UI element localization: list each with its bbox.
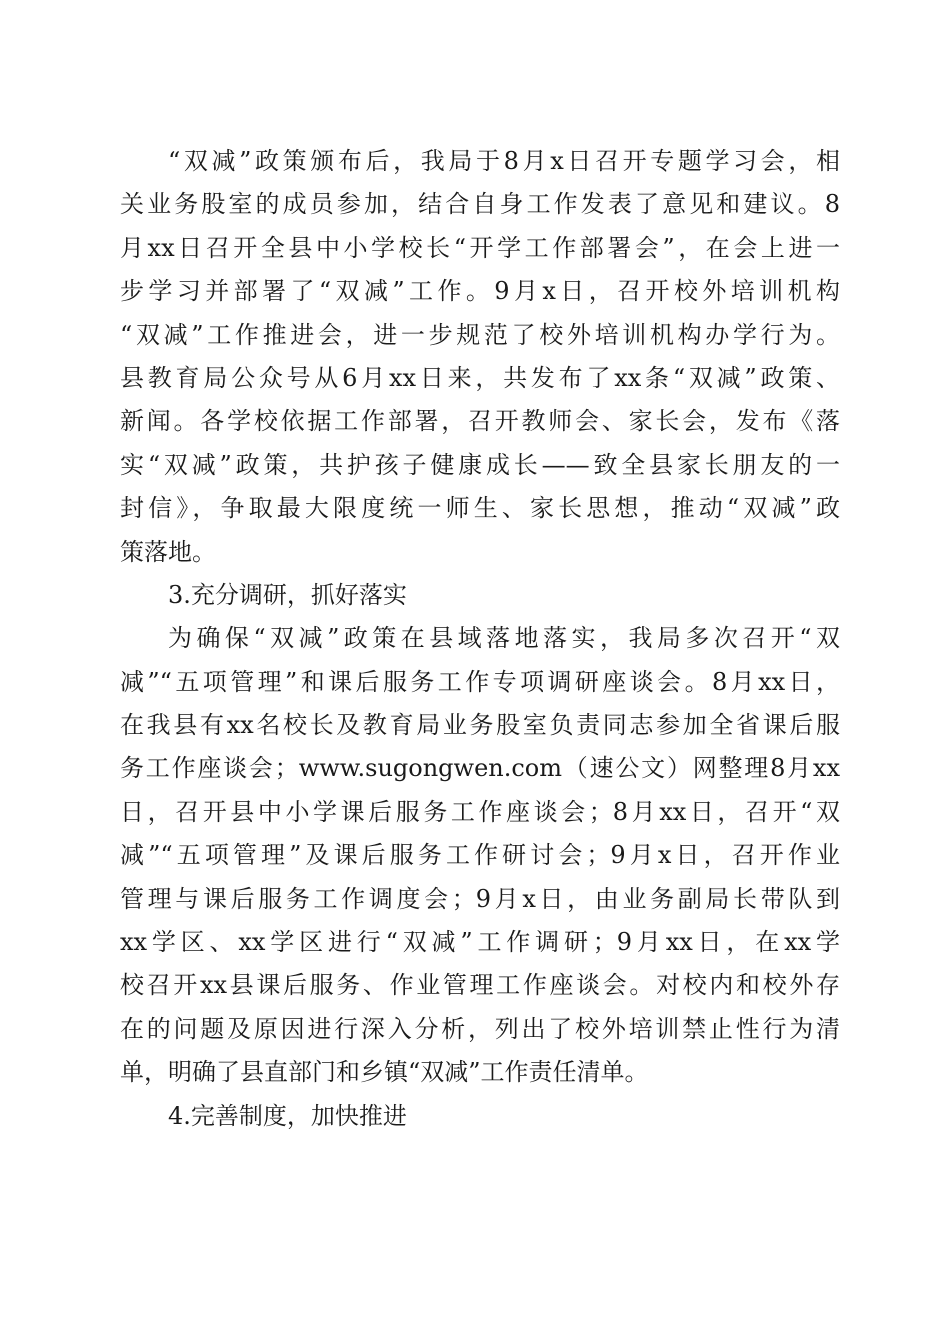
section-heading-3: 3.充分调研，抓好落实 <box>168 580 407 609</box>
paragraph-line-22: 单，明确了县直部门和乡镇“双减”工作责任清单。 <box>120 1058 649 1087</box>
paragraph-line-9: 封信》，争取最大限度统一师生、家长思想，推动“双减”政 <box>120 494 840 523</box>
paragraph-line-15: 务工作座谈会；www.sugongwen.com（速公文）网整理8月xx <box>120 754 840 783</box>
paragraph-line-13: 减”“五项管理”和课后服务工作专项调研座谈会。8月xx日， <box>120 667 840 696</box>
paragraph-line-18: 管理与课后服务工作调度会；9月x日，由业务副局长带队到 <box>120 884 840 913</box>
paragraph-line-12: 为确保“双减”政策在县域落地落实，我局多次召开“双 <box>168 624 840 653</box>
paragraph-line-21: 在的问题及原因进行深入分析，列出了校外培训禁止性行为清 <box>120 1014 840 1043</box>
paragraph-line-20: 校召开xx县课后服务、作业管理工作座谈会。对校内和校外存 <box>120 971 840 1000</box>
paragraph-line-8: 实“双减”政策，共护孩子健康成长——致全县家长朋友的一 <box>120 450 840 479</box>
paragraph-line-10: 策落地。 <box>120 537 216 566</box>
paragraph-line-1: “双减”政策颁布后，我局于8月x日召开专题学习会，相 <box>168 147 840 175</box>
document-body <box>120 140 840 1138</box>
paragraph-line-16: 日，召开县中小学课后服务工作座谈会；8月xx日，召开“双 <box>120 797 840 826</box>
paragraph-line-2: 关业务股室的成员参加，结合自身工作发表了意见和建议。8 <box>120 190 840 219</box>
section-heading-4: 4.完善制度，加快推进 <box>168 1101 407 1130</box>
paragraph-line-17: 减”“五项管理”及课后服务工作研讨会；9月x日，召开作业 <box>120 841 840 870</box>
paragraph-line-14: 在我县有xx名校长及教育局业务股室负责同志参加全省课后服 <box>120 711 840 740</box>
paragraph-line-6: 县教育局公众号从6月xx日来，共发布了xx条“双减”政策、 <box>120 363 840 392</box>
paragraph-line-4: 步学习并部署了“双减”工作。9月x日，召开校外培训机构 <box>120 277 840 306</box>
paragraph-line-5: “双减”工作推进会，进一步规范了校外培训机构办学行为。 <box>120 320 840 349</box>
paragraph-line-19: xx学区、xx学区进行“双减”工作调研；9月xx日，在xx学 <box>120 928 840 957</box>
paragraph-line-7: 新闻。各学校依据工作部署，召开教师会、家长会，发布《落 <box>120 407 840 436</box>
paragraph-line-3: 月xx日召开全县中小学校长“开学工作部署会”，在会上进一 <box>120 233 840 262</box>
